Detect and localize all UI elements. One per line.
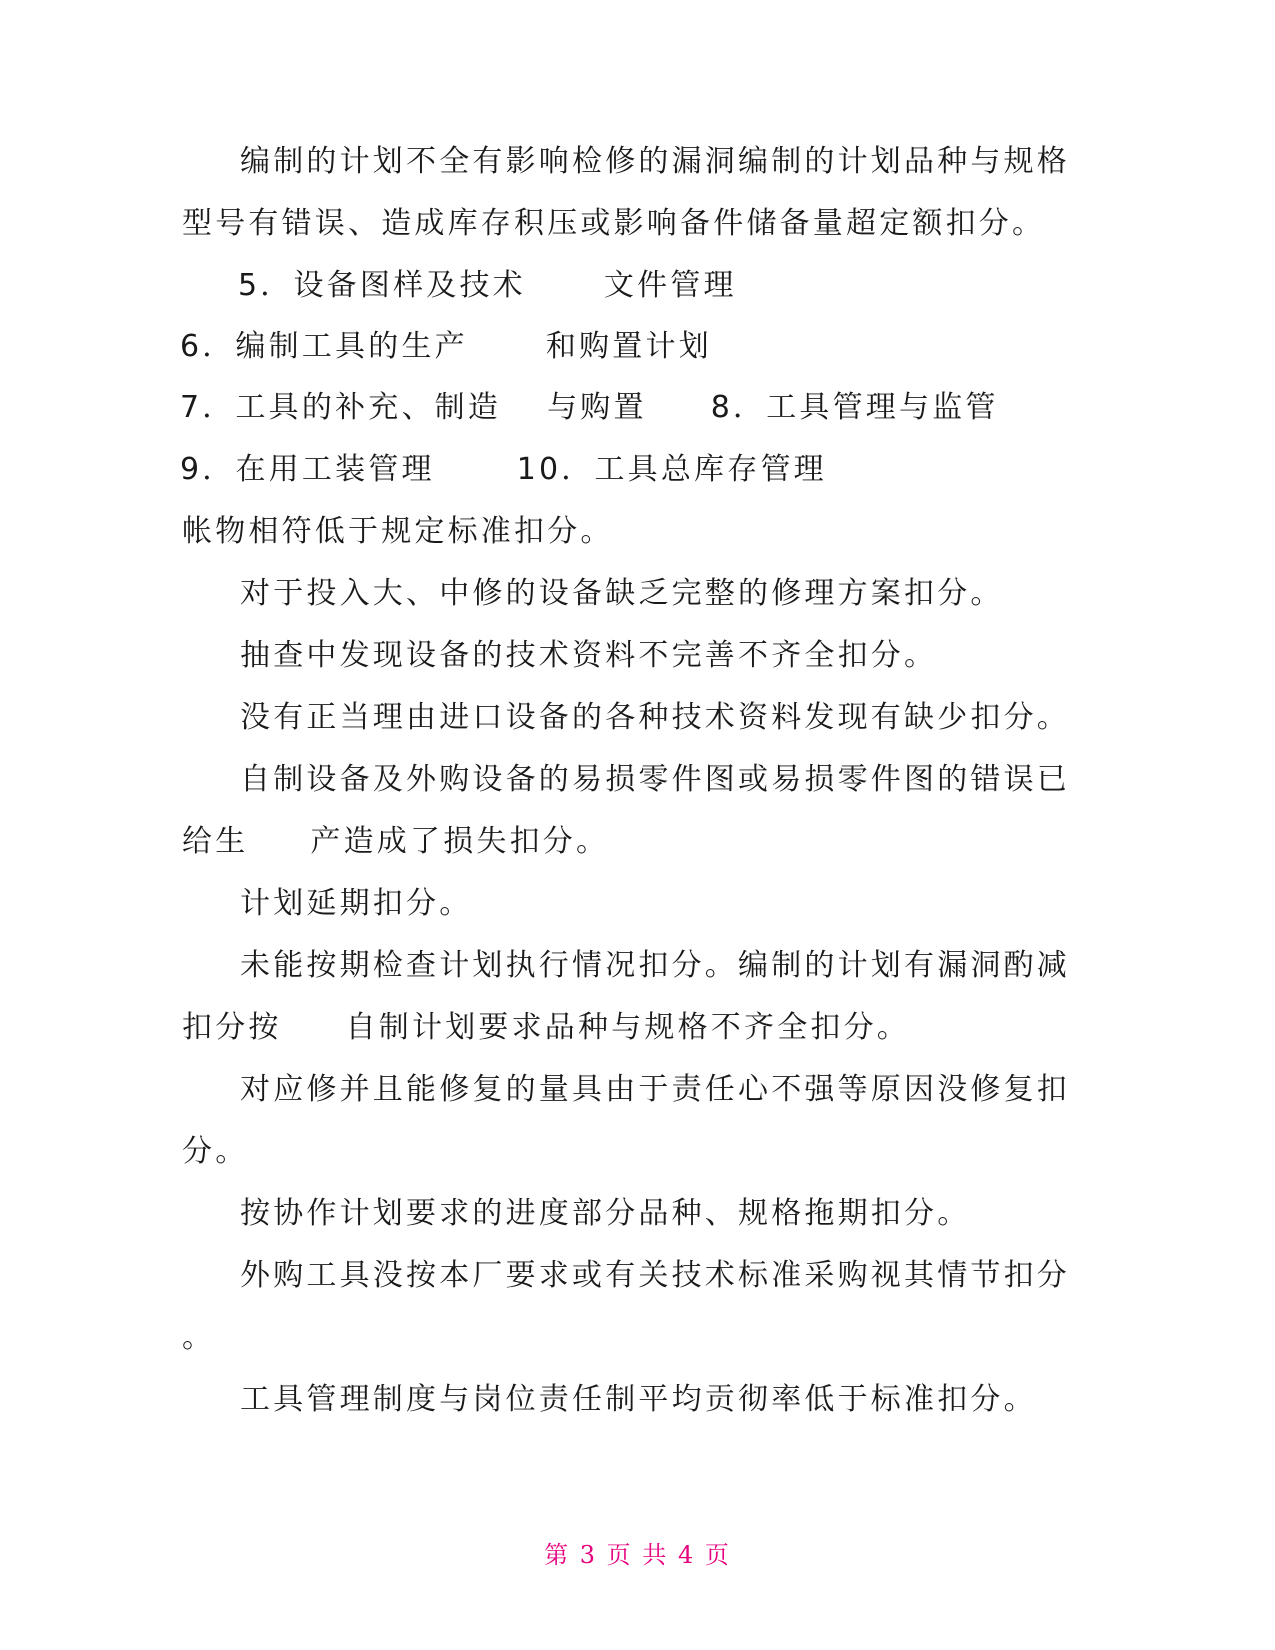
list-item-5-part-1: 5．设备图样及技术 [238, 268, 526, 303]
list-item-10: 10．工具总库存管理 [516, 452, 827, 487]
list-item-6-part-1: 6．编制工具的生产 [180, 329, 468, 364]
paragraph-line: 帐物相符低于规定标准扣分。 [182, 514, 614, 549]
paragraph-line: 型号有错误、造成库存积压或影响备件储备量超定额扣分。 [182, 206, 1046, 241]
paragraph-line-split [182, 824, 609, 860]
give-part-2: 产造成了损失扣分。 [310, 824, 610, 859]
paragraph-line: 工具管理制度与岗位责任制平均贡彻率低于标准扣分。 [240, 1382, 1037, 1417]
paragraph-line: 没有正当理由进口设备的各种技术资料发现有缺少扣分。 [240, 700, 1070, 735]
list-item-5 [238, 268, 737, 304]
deduct-part-2: 自制计划要求品种与规格不齐全扣分。 [345, 1010, 911, 1045]
list-item-6-part-2: 和购置计划 [545, 329, 712, 364]
paragraph-line: 分。 [182, 1134, 249, 1169]
give-part-1: 给生 [182, 824, 249, 859]
paragraph-line: 对于投入大、中修的设备缺乏完整的修理方案扣分。 [240, 576, 1004, 611]
paragraph-line-split [182, 1010, 910, 1046]
paragraph-line: 计划延期扣分。 [240, 886, 473, 921]
deduct-part-1: 扣分按 [182, 1010, 282, 1045]
list-item-9: 9．在用工装管理 [180, 452, 435, 487]
list-item-5-part-2: 文件管理 [603, 268, 737, 303]
list-item-8: 8．工具管理与监管 [710, 390, 999, 425]
paragraph-line: 自制设备及外购设备的易损零件图或易损零件图的错误已 [240, 762, 1070, 797]
list-item-6 [180, 329, 712, 365]
list-item-7-part-2: 与购置 [547, 390, 647, 425]
list-item-7-part-1: 7．工具的补充、制造 [180, 390, 502, 425]
paragraph-line: 抽查中发现设备的技术资料不完善不齐全扣分。 [240, 638, 938, 673]
paragraph-line: 对应修并且能修复的量具由于责任心不强等原因没修复扣 [240, 1072, 1070, 1107]
paragraph-line: 编制的计划不全有影响检修的漏洞编制的计划品种与规格 [240, 144, 1070, 179]
paragraph-line: 按协作计划要求的进度部分品种、规格拖期扣分。 [240, 1196, 971, 1231]
page-number-footer: 第 3 页 共 4 页 [544, 1541, 731, 1569]
paragraph-line: 未能按期检查计划执行情况扣分。编制的计划有漏洞酌减 [240, 948, 1070, 983]
list-item-7-8 [180, 390, 999, 426]
list-item-9-10 [180, 452, 827, 488]
paragraph-line: 外购工具没按本厂要求或有关技术标准采购视其情节扣分 [240, 1258, 1070, 1293]
paragraph-line: 。 [182, 1320, 216, 1355]
